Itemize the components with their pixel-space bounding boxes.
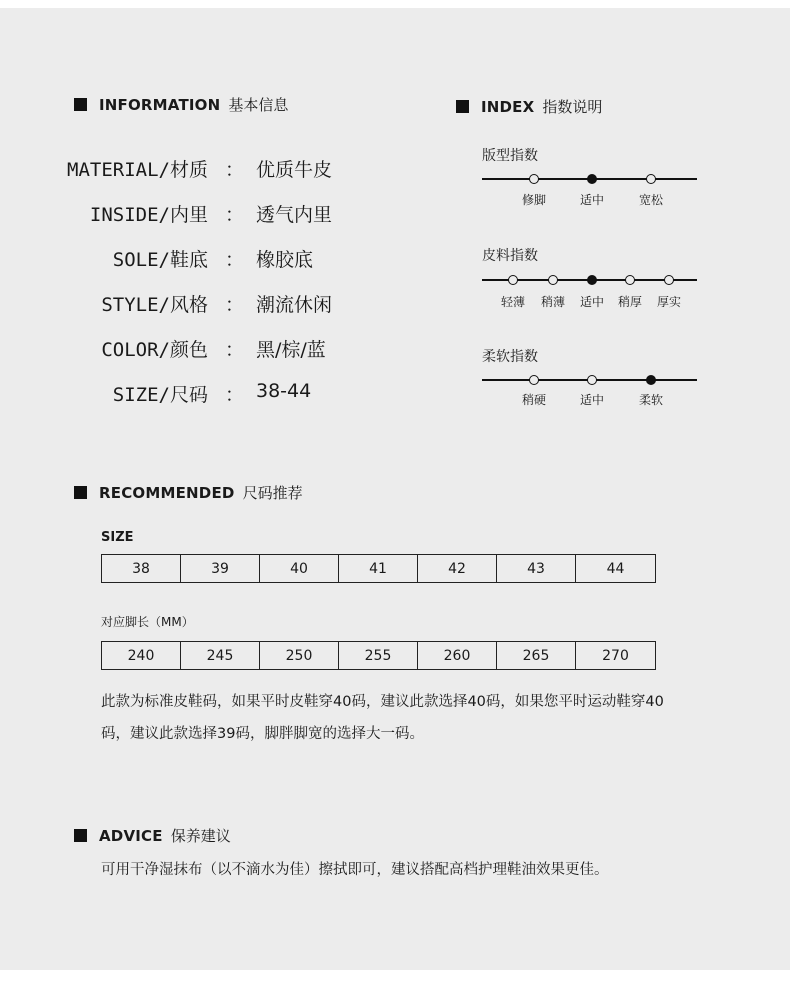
index-group-title: 柔软指数 bbox=[482, 349, 538, 365]
index-scale-label: 稍硬 bbox=[521, 393, 547, 407]
size-cell: 39 bbox=[181, 555, 260, 582]
info-row-material bbox=[0, 155, 360, 185]
square-bullet-icon bbox=[74, 829, 87, 842]
info-row-color bbox=[0, 335, 360, 365]
index-dot-selected bbox=[646, 375, 656, 385]
index-dot bbox=[529, 174, 539, 184]
info-value: 优质牛皮 bbox=[256, 159, 333, 181]
recommended-header bbox=[74, 482, 303, 503]
info-colon: ： bbox=[225, 339, 245, 361]
info-row-style bbox=[0, 290, 360, 320]
index-dot bbox=[508, 275, 518, 285]
info-row-inside bbox=[0, 200, 360, 230]
advice-text: 可用干净湿抹布（以不滴水为佳）擦拭即可，建议搭配高档护理鞋油效果更佳。 bbox=[101, 862, 609, 878]
index-dot-selected bbox=[587, 275, 597, 285]
foot-length-table bbox=[101, 641, 656, 670]
index-scale-label: 厚实 bbox=[656, 295, 682, 309]
info-colon: ： bbox=[225, 249, 245, 271]
size-cell: 43 bbox=[497, 555, 576, 582]
size-cell: 40 bbox=[260, 555, 339, 582]
index-scale-label: 轻薄 bbox=[500, 295, 526, 309]
info-label: STYLE/风格 bbox=[101, 294, 208, 316]
info-colon: ： bbox=[225, 204, 245, 226]
recommended-title-en: RECOMMENDED bbox=[99, 483, 235, 502]
info-label: COLOR/颜色 bbox=[101, 339, 208, 361]
foot-length-cell: 270 bbox=[602, 647, 629, 664]
foot-length-caption: 对应脚长（MM） bbox=[101, 615, 194, 629]
info-value: 38-44 bbox=[256, 380, 312, 402]
index-scale-label: 稍厚 bbox=[617, 295, 643, 309]
index-scale-label: 修脚 bbox=[521, 193, 547, 207]
index-dot bbox=[548, 275, 558, 285]
info-colon: ： bbox=[225, 294, 245, 316]
index-group-title: 皮料指数 bbox=[482, 248, 538, 264]
info-label: MATERIAL/材质 bbox=[67, 159, 208, 181]
square-bullet-icon bbox=[456, 100, 469, 113]
index-group-title: 版型指数 bbox=[482, 148, 538, 164]
index-dot bbox=[625, 275, 635, 285]
index-dot bbox=[529, 375, 539, 385]
size-caption: SIZE bbox=[101, 530, 134, 545]
info-value: 黑/棕/蓝 bbox=[256, 339, 326, 361]
foot-length-cell: 260 bbox=[418, 642, 497, 669]
info-label: SIZE/尺码 bbox=[112, 384, 208, 406]
foot-length-cell: 265 bbox=[497, 642, 576, 669]
advice-header bbox=[74, 825, 231, 846]
info-label: INSIDE/内里 bbox=[89, 204, 208, 226]
info-row-sole bbox=[0, 245, 360, 275]
foot-length-cell: 250 bbox=[260, 642, 339, 669]
size-cell: 44 bbox=[606, 560, 625, 577]
info-value: 潮流休闲 bbox=[256, 294, 333, 316]
index-scale-label: 宽松 bbox=[638, 193, 664, 207]
information-title-zh: 基本信息 bbox=[228, 96, 289, 114]
size-note-line-2: 码，建议此款选择39码，脚胖脚宽的选择大一码。 bbox=[101, 726, 424, 742]
info-colon: ： bbox=[225, 384, 245, 406]
foot-length-cell: 255 bbox=[339, 642, 418, 669]
index-dot bbox=[664, 275, 674, 285]
square-bullet-icon bbox=[74, 98, 87, 111]
index-scale-label: 适中 bbox=[579, 193, 605, 207]
index-title-zh: 指数说明 bbox=[542, 98, 603, 116]
info-value: 橡胶底 bbox=[256, 249, 314, 271]
index-scale-label: 适中 bbox=[579, 295, 605, 309]
index-header bbox=[456, 96, 602, 117]
index-title-en: INDEX bbox=[481, 97, 535, 116]
advice-title-zh: 保养建议 bbox=[170, 827, 231, 845]
size-note-line-1: 此款为标准皮鞋码，如果平时皮鞋穿40码，建议此款选择40码，如果您平时运动鞋穿40 bbox=[101, 694, 664, 710]
foot-length-cell: 245 bbox=[181, 642, 260, 669]
information-title-en: INFORMATION bbox=[99, 95, 221, 114]
info-row-size bbox=[0, 380, 360, 410]
info-value: 透气内里 bbox=[256, 204, 333, 226]
square-bullet-icon bbox=[74, 486, 87, 499]
foot-length-cell: 240 bbox=[102, 642, 181, 669]
size-cell: 41 bbox=[339, 555, 418, 582]
recommended-title-zh: 尺码推荐 bbox=[242, 484, 303, 502]
info-colon: ： bbox=[225, 159, 245, 181]
advice-title-en: ADVICE bbox=[99, 826, 163, 845]
index-scale-label: 稍薄 bbox=[540, 295, 566, 309]
content-panel bbox=[0, 8, 790, 970]
index-dot-selected bbox=[587, 174, 597, 184]
size-table bbox=[101, 554, 656, 583]
size-cell: 42 bbox=[418, 555, 497, 582]
size-cell: 38 bbox=[102, 555, 181, 582]
index-dot bbox=[646, 174, 656, 184]
information-header bbox=[74, 94, 288, 115]
index-scale-label: 柔软 bbox=[638, 393, 664, 407]
info-label: SOLE/鞋底 bbox=[112, 249, 208, 271]
index-dot bbox=[587, 375, 597, 385]
index-scale-label: 适中 bbox=[579, 393, 605, 407]
